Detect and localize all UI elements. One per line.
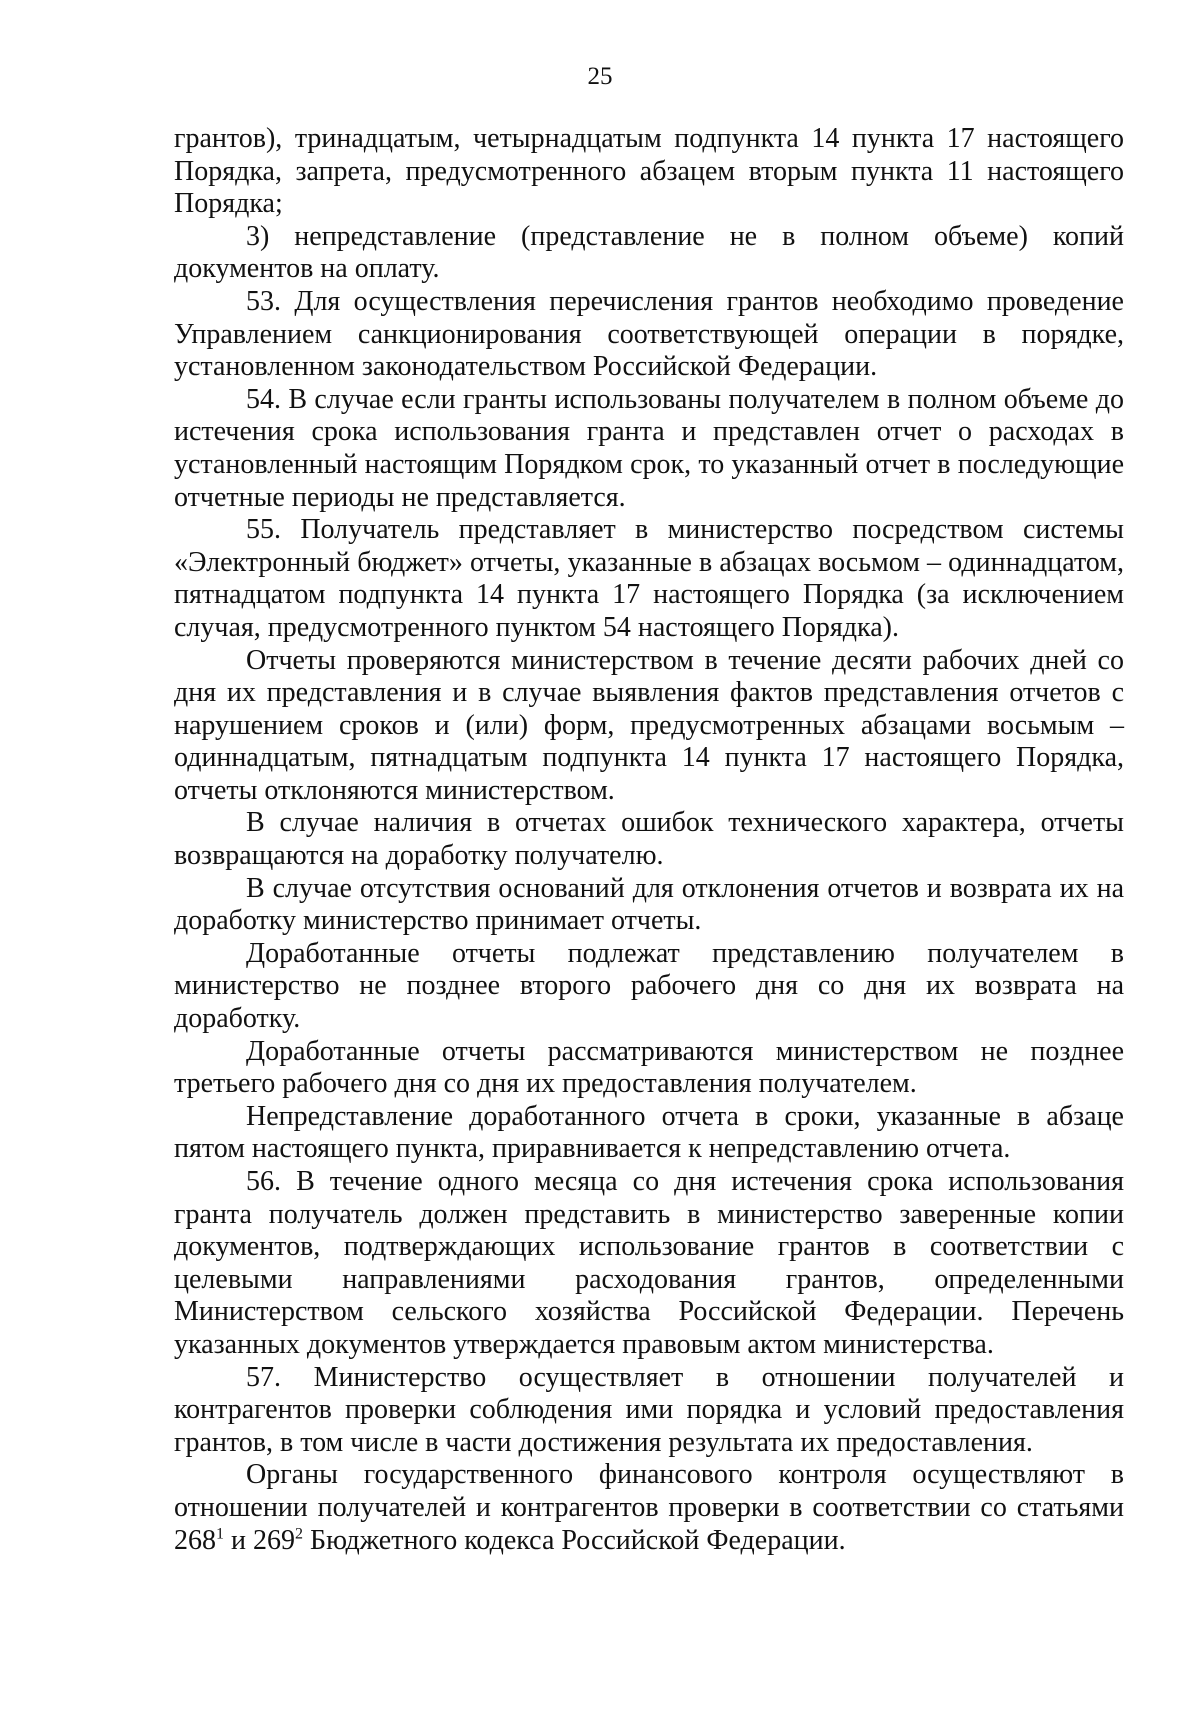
paragraph-continuation: грантов), тринадцатым, четырнадцатым подпункта 14 пункта 17 настоящего Порядка, запрета, предусмотренного абзацем вторым пункта 11 настоящего Порядка; (174, 123, 1124, 220)
superscript-2: 2 (294, 1525, 303, 1543)
paragraph-55-revised-submission: Доработанные отчеты подлежат представлению получателем в министерство не позднее второго рабочего дня со дня их возврата на доработку. (174, 937, 1124, 1035)
paragraph-54: 54. В случае если гранты использованы получателем в полном объеме до истечения срока использования гранта и представлен отчет о расходах в установленный настоящим Порядком срок, то указанный отчет в последующие отчетные периоды не представляется. (174, 383, 1124, 513)
last-paragraph-part1: Органы государственного финансового контроля осуществляют в отношении получателей и контрагентов проверки в соответствии со статьями 268 (174, 1459, 1124, 1556)
paragraph-55-technical-errors: В случае наличия в отчетах ошибок технического характера, отчеты возвращаются на доработку получателю. (174, 807, 1124, 872)
last-paragraph-part2: и 269 (224, 1524, 295, 1556)
paragraph-55-reports-check: Отчеты проверяются министерством в течение десяти рабочих дней со дня их представления и в случае выявления фактов представления отчетов с нарушением сроков и (или) форм, предусмотренных абзацами восьмым – одиннадцатым, пятнадцатым подпункта 14 пункта 17 настоящего Порядка, отчеты отклоняются министерством. (174, 644, 1124, 806)
document-body (174, 123, 1124, 1557)
paragraph-56: 56. В течение одного месяца со дня истечения срока использования гранта получатель должен представить в министерство заверенные копии документов, подтверждающих использование грантов в соответствии с целевыми направлениями расходования грантов, определенными Министерством сельского хозяйства Российской Федерации. Перечень указанных документов утверждается правовым актом министерства. (174, 1166, 1124, 1360)
superscript-1: 1 (216, 1525, 224, 1543)
page-number: 25 (587, 63, 613, 90)
paragraph-55-acceptance: В случае отсутствия оснований для отклонения отчетов и возврата их на доработку министерство принимает отчеты. (174, 872, 1124, 937)
paragraph-55-revised-review: Доработанные отчеты рассматриваются министерством не позднее третьего рабочего дня со дня их предоставления получателем. (174, 1035, 1124, 1100)
paragraph-57: 57. Министерство осуществляет в отношении получателей и контрагентов проверки соблюдения ими порядка и условий предоставления грантов, в том числе в части достижения результата их предоставления. (174, 1361, 1124, 1458)
paragraph-55: 55. Получатель представляет в министерство посредством системы «Электронный бюджет» отчеты, указанные в абзацах восьмом – одиннадцатом, пятнадцатом подпункта 14 пункта 17 настоящего Порядка (за исключением случая, предусмотренного пунктом 54 настоящего Порядка). (174, 514, 1124, 643)
paragraph-item-3: 3) непредставление (представление не в полном объеме) копий документов на оплату. (174, 220, 1124, 285)
paragraph-57-financial-control (174, 1459, 1124, 1557)
last-paragraph-part3: Бюджетного кодекса Российской Федерации. (302, 1524, 846, 1556)
paragraph-53: 53. Для осуществления перечисления грантов необходимо проведение Управлением санкционирования соответствующей операции в порядке, установленном законодательством Российской Федерации. (174, 285, 1124, 383)
paragraph-55-non-submission: Непредставление доработанного отчета в сроки, указанные в абзаце пятом настоящего пункта, приравнивается к непредставлению отчета. (174, 1100, 1124, 1165)
